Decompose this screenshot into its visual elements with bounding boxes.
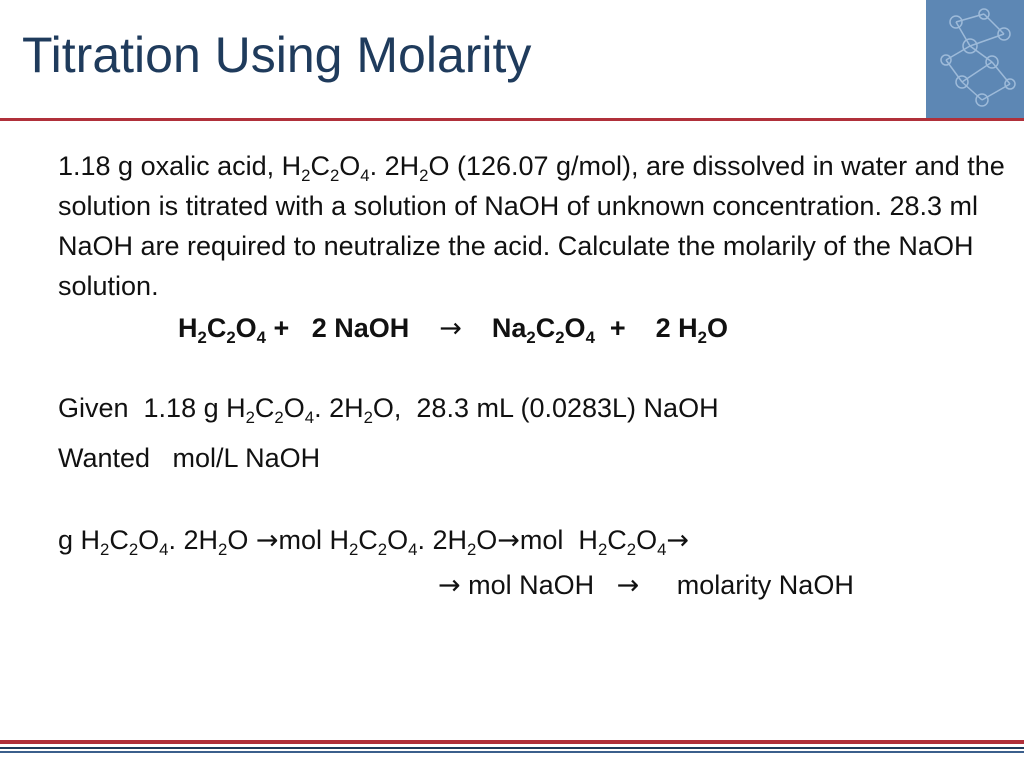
arrow-right-icon: →: [666, 525, 690, 556]
footer-rule-red: [0, 740, 1024, 744]
reaction-arrow-icon: →: [439, 313, 462, 344]
footer-rule-blue: [0, 751, 1024, 753]
given-line: Given 1.18 g $H_2C_2O_4$. $2H_2O$, 28.3 mL (0.0283L) NaOH: [58, 393, 719, 427]
slide-content: [58, 146, 1008, 606]
solution-path-line-1: g $H_2C_2O_4$. $2H_2O \to mol$ $H_2C_2O_4$. $2H_2O\to mol$ $H_2C_2O_4\to$: [58, 525, 690, 559]
footer-bars: [0, 740, 1024, 768]
problem-statement: 1.18 g oxalic acid, $H_2C_2O_4$. $2H_2O$ (126.07 g/mol), are dissolved in water and the solution is titrated with a solution of NaOH of unknown concentration. 28.3 ml NaOH are required to neutralize the acid. Calculate the molarily of the NaOH solution.: [58, 151, 1005, 301]
page-title: Titration Using Molarity: [22, 27, 532, 83]
wanted-line: Wanted mol/L NaOH: [58, 443, 321, 473]
arrow-right-icon: →: [438, 570, 461, 601]
molecule-decoration: [926, 0, 1024, 120]
reaction-equation: $H_2C_2O_4 + 2$ NaOH → $Na_2C_2O_4$ + 2 $H_2O$: [178, 313, 728, 347]
arrow-right-icon: →: [497, 525, 520, 556]
header-divider: [0, 118, 1024, 121]
arrow-right-icon: →: [616, 570, 640, 601]
arrow-right-icon: →: [255, 525, 279, 556]
molecule-structure-icon: [926, 0, 1024, 120]
footer-rule-navy: [0, 747, 1024, 749]
solution-path-line-2: → mol NaOH → molarity NaOH: [438, 570, 854, 601]
